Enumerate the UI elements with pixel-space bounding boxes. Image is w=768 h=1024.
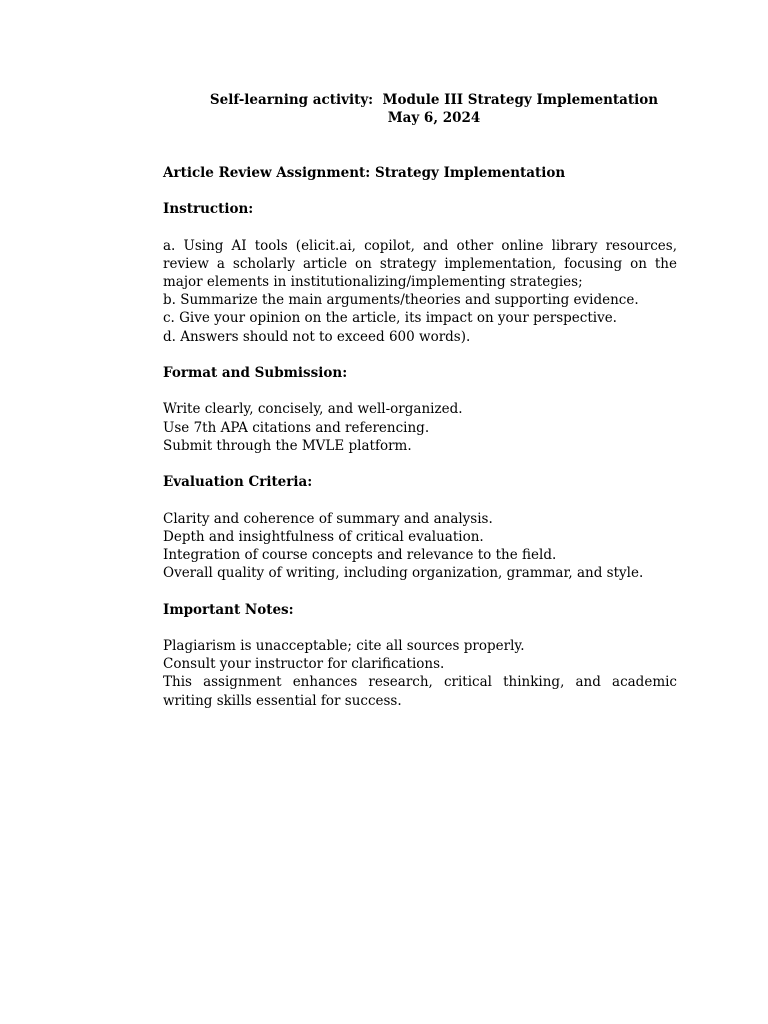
evaluation-item: Overall quality of writing, including organization, grammar, and style. (163, 565, 644, 582)
format-item: Submit through the MVLE platform. (163, 437, 412, 454)
notes-item: Consult your instructor for clarifications. (163, 656, 445, 673)
document-date: May 6, 2024 (387, 110, 481, 127)
instruction-item: a. Using AI tools (elicit.ai, copilot, and other online library resources, review a scholarly article on strategy implementation, focusing on the major elements in institutionalizing/implementing strategies; (163, 237, 677, 290)
evaluation-item: Integration of course concepts and relevance to the field. (163, 546, 557, 563)
instruction-item: c. Give your opinion on the article, its impact on your perspective. (163, 310, 617, 327)
format-item: Write clearly, concisely, and well-organized. (163, 401, 463, 418)
notes-item: This assignment enhances research, critical thinking, and academic writing skills essential for success. (163, 674, 677, 709)
notes-heading: Important Notes: (163, 601, 294, 618)
format-item: Use 7th APA citations and referencing. (163, 419, 430, 436)
format-section (163, 364, 677, 455)
format-heading: Format and Submission: (163, 364, 348, 381)
instruction-section (163, 200, 677, 346)
instruction-item: d. Answers should not to exceed 600 words). (163, 328, 471, 345)
evaluation-item: Clarity and coherence of summary and analysis. (163, 510, 493, 527)
instruction-item: b. Summarize the main arguments/theories and supporting evidence. (163, 292, 639, 309)
document-header (191, 91, 677, 127)
notes-item: Plagiarism is unacceptable; cite all sources properly. (163, 637, 525, 654)
document-title: Self-learning activity: Module III Strategy Implementation (209, 92, 659, 108)
instruction-heading: Instruction: (163, 201, 254, 218)
assignment-title: Article Review Assignment: Strategy Implementation (163, 164, 566, 181)
evaluation-item: Depth and insightfulness of critical evaluation. (163, 528, 484, 545)
notes-section (163, 601, 677, 710)
document-page (163, 91, 677, 710)
evaluation-heading: Evaluation Criteria: (163, 474, 313, 491)
evaluation-section (163, 473, 677, 582)
